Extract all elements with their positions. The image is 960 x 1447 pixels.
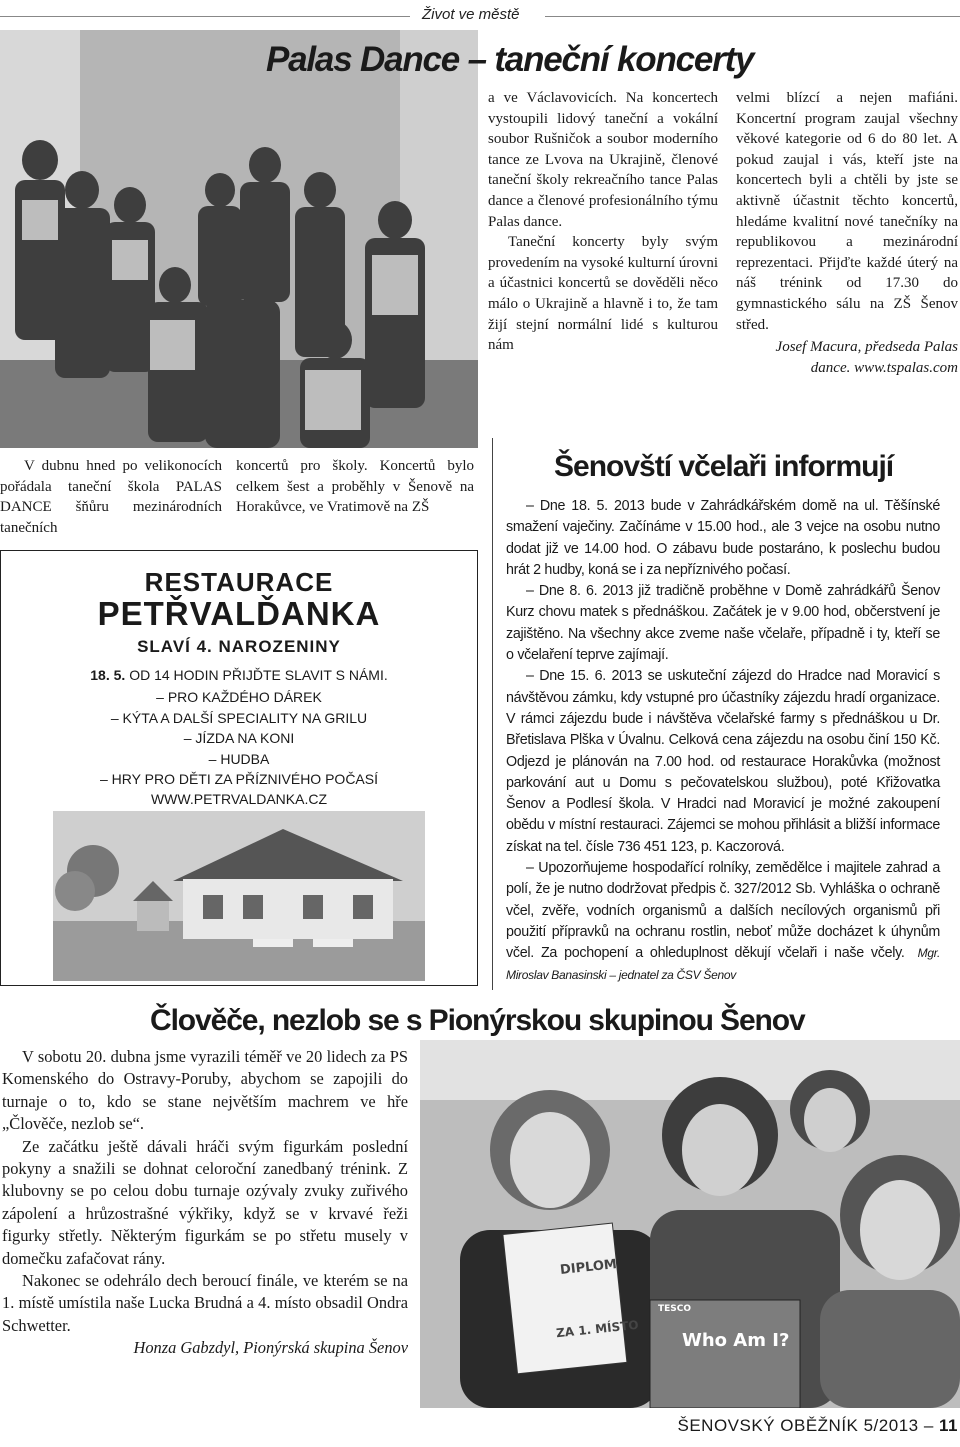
dance-group-photo-art [0, 30, 478, 448]
ad-item: – HUDBA [208, 750, 270, 767]
ad-date: 18. 5. [90, 667, 126, 683]
page-footer [640, 1416, 958, 1436]
restaurant-ad [0, 550, 478, 986]
pioneer-photo [420, 1040, 960, 1408]
pioneer-photo-art [420, 1040, 960, 1408]
palas-intro-b: koncertů pro školy. Koncertů bylo celkem šest a proběhly v Šenově na Horakůvce, ve Vratimově na ZŠ [236, 458, 474, 516]
ad-item: – PRO KAŽDÉHO DÁREK [156, 689, 322, 705]
bees-paragraph: – Dne 15. 6. 2013 se uskuteční zájezd do Hradce nad Moravicí s návštěvou zámku, kdy vstupné pro účastníky zájezdu hradí organizace. V rámci zájezdu bude i návštěva včelařské farmy s přednáškou u Dr. Břetislava Plška v Úvalnu. Celková cena zájezdu na osobu činí 150 Kč. Odjezd je plánován na 7.00 hod. od restaurace Horakůvka (možnost parkování aut u Domu s pečovatelskou službou), poté Křižovatka Šenov a Podlesí škola. V Hradci nad Moravicí je možné zakoupení obědu v místní restauraci. Zájemci se mohou přihlásit a bližší informace získat na tel. čísle 736 451 123, p. Kaczorová. [506, 668, 940, 855]
bees-paragraph [506, 858, 940, 986]
page-number: 11 [939, 1416, 958, 1435]
pioneer-paragraph: Nakonec se odehrálo dech beroucí finále, ve kterém se na 1. místě umístila naše Lucka Brudná a 4. místo obsadil Ondra Schwetter. [2, 1271, 408, 1335]
game-box-brand: TESCO [658, 1304, 692, 1314]
header-rule-right [545, 16, 960, 17]
palas-signature: Josef Macura, předseda Palas dance. www.tspalas.com [775, 339, 958, 376]
bees-paragraph-text: – Upozorňujeme hospodařící rolníky, zemědělce i majitele zahrad a polí, že je nutno dodržovat předpis č. 327/2012 Sb. Vyhláška o ochraně včel, zvěře, vodních organismů a dalších necílových organismů při použití přípravků na ochranu rostlin, neboť může docházet k úhynům včel. Za pochopení a ohleduplnost děkují včelaři i naše včely. [506, 860, 940, 962]
ad-anniversary: SLAVÍ 4. NAROZENINY [137, 637, 341, 656]
palas-column-a [488, 88, 718, 356]
palas-paragraph: Taneční koncerty byly svým provedením na vysoké kulturní úrovni a účastnici koncertů se dověděli něco málo o Ukrajině a hlavně i to, že tam žijí stejní normální lidé s kulturou nám [488, 234, 718, 354]
pioneer-paragraph: Ze začátku ještě dávali hráči svým figurkám poslední pokyny a snažili se dohnat celoroční zanedbaný trénink. Z klubovny se po celou dobu turnaje ozývaly zvuky zuřivého zápolení a hrůzostrašné výkřiky, když se v krvavé řeži figurky střetly. Některým figurkám se po střetu musely v domečku zafačovat rány. [2, 1136, 408, 1268]
issue-label: ŠENOVSKÝ OBĚŽNÍK 5/2013 – [677, 1416, 934, 1435]
bees-article-title: Šenovští včelaři informují [554, 450, 894, 483]
section-label: Život ve městě [422, 6, 520, 23]
ad-time: OD 14 HODIN PŘIJĎTE SLAVIT S NÁMI. [129, 667, 388, 683]
pioneer-signature: Honza Gabzdyl, Pionýrská skupina Šenov [133, 1338, 408, 1358]
ad-item: – KÝTA A DALŠÍ SPECIALITY NA GRILU [110, 709, 368, 726]
restaurant-photo [53, 811, 425, 981]
header-section-label [0, 6, 960, 28]
pioneer-article-title: Člověče, nezlob se s Pionýrskou skupinou Šenov [150, 1004, 805, 1037]
ad-item: – HRY PRO DĚTI ZA PŘÍZNIVÉHO POČASÍ [100, 771, 378, 787]
diploma-place: ZA 1. MÍSTO [555, 1317, 640, 1341]
palas-intro-a: V dubnu hned po velikonocích pořádala taneční škola PALAS DANCE šňůru mezinárodních tanečních [0, 458, 222, 536]
column-divider [492, 438, 493, 990]
ad-website: WWW.PETRVALDANKA.CZ [150, 791, 328, 807]
game-box-title: Who Am I? [682, 1330, 790, 1351]
ad-restaurant-name: PETŘVALĎANKA [97, 595, 381, 632]
ad-items [1, 687, 477, 790]
pioneer-paragraph: V sobotu 20. dubna jsme vyrazili téměř ve 20 lidech za PS Komenského do Ostravy-Poruby, abychom se zapojili do turnaje o to, kdo se stane největším machrem ve hře „Člověče, nezlob se“. [2, 1047, 408, 1134]
bees-paragraph: – Dne 8. 6. 2013 již tradičně proběhne v Domě zahrádkářů Šenov Kurz chovu matek s přednáškou. Začátek je v 9.00 hod, občerstvení je zajištěno. Na všechny akce zveme naše včelaře, případně i ty, kteří se o včelaření teprve zajímají. [506, 583, 940, 664]
palas-paragraph: velmi blízcí a nejen mafiáni. Koncertní program zaujal všechny věkové kategorie od 6 do 80 let. A pokud zaujal i vás, kteří jste na koncertech byli a chtěli by jste se aktivně účastnit těchto koncertů, hledáme kvalitní nové tanečníky na republikovou a mezinárodní reprezentaci. Přijďte každé úterý na náš trénink od 17.30 do gymnastického sálu na ZŠ Šenov střed. [736, 90, 958, 333]
ad-item: – JÍZDA NA KONI [183, 730, 295, 746]
bees-article-body [506, 496, 940, 986]
palas-column-b [736, 88, 958, 378]
ad-date-line [1, 667, 477, 683]
pioneer-article-body [2, 1046, 408, 1360]
palas-article-title: Palas Dance – taneční koncerty [266, 40, 754, 79]
restaurant-photo-art [53, 811, 425, 981]
diploma-title: DIPLOM [559, 1257, 618, 1278]
palas-paragraph: a ve Václavovicích. Na koncertech vystoupili lidový taneční a vokální soubor Rušničok a soubor moderního tance ze Lvova na Ukrajině, členové taneční školy rekreačního tance Palas dance a členové profesionálního týmu Palas dance. [488, 90, 718, 230]
header-rule-left [0, 16, 410, 17]
bees-signature: Mgr. Miroslav Banasinski – jednatel za ČSV Šenov [506, 946, 940, 982]
bees-paragraph: – Dne 18. 5. 2013 bude v Zahrádkářském domě na ul. Těšínské smažení vaječiny. Začínáme v 15.00 hod., ale 3 vejce na osobu nutno dodat již ve 14.00 hod. O zábavu bude postaráno, k poslechu budou hrát 2 hudby, koná se i za nepříznivého počasí. [506, 498, 940, 578]
dance-group-photo [0, 30, 478, 448]
ad-restaurace: RESTAURACE [144, 567, 334, 597]
